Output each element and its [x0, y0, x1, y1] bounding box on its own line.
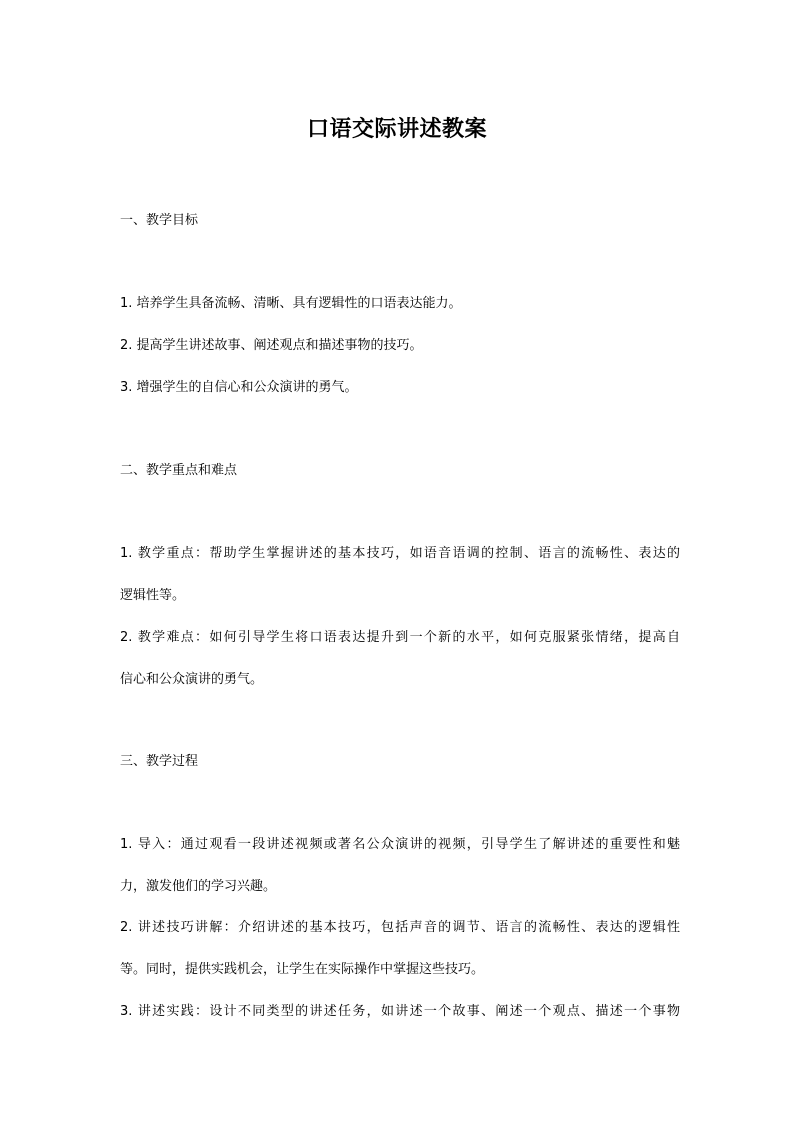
- paragraph-line: 2. 提高学生讲述故事、阐述观点和描述事物的技巧。: [120, 338, 423, 353]
- paragraph-line: 逻辑性等。: [120, 588, 186, 603]
- paragraph-line: 3. 增强学生的自信心和公众演讲的勇气。: [120, 380, 358, 395]
- paragraph-line: 信心和公众演讲的勇气。: [120, 672, 264, 687]
- paragraph-line: 2. 讲述技巧讲解：介绍讲述的基本技巧，包括声音的调节、语言的流畅性、表达的逻辑性: [120, 920, 680, 935]
- section-heading: 二、教学重点和难点: [120, 463, 238, 478]
- paragraph-line: 力，激发他们的学习兴趣。: [120, 879, 277, 894]
- paragraph-line: 等。同时，提供实践机会，让学生在实际操作中掌握这些技巧。: [120, 962, 485, 977]
- section-heading: 三、教学过程: [120, 754, 199, 769]
- paragraph-line: 1. 导入：通过观看一段讲述视频或著名公众演讲的视频，引导学生了解讲述的重要性和魅: [120, 837, 680, 852]
- paragraph-line: 1. 培养学生具备流畅、清晰、具有逻辑性的口语表达能力。: [120, 296, 462, 311]
- paragraph-line: 2. 教学难点：如何引导学生将口语表达提升到一个新的水平，如何克服紧张情绪，提高自: [120, 630, 680, 645]
- paragraph-line: 3. 讲述实践：设计不同类型的讲述任务，如讲述一个故事、阐述一个观点、描述一个事物: [120, 1004, 680, 1019]
- document-title: 口语交际讲述教案: [306, 117, 487, 142]
- section-heading: 一、教学目标: [120, 213, 199, 228]
- paragraph-line: 1. 教学重点：帮助学生掌握讲述的基本技巧，如语音语调的控制、语言的流畅性、表达的: [120, 546, 680, 561]
